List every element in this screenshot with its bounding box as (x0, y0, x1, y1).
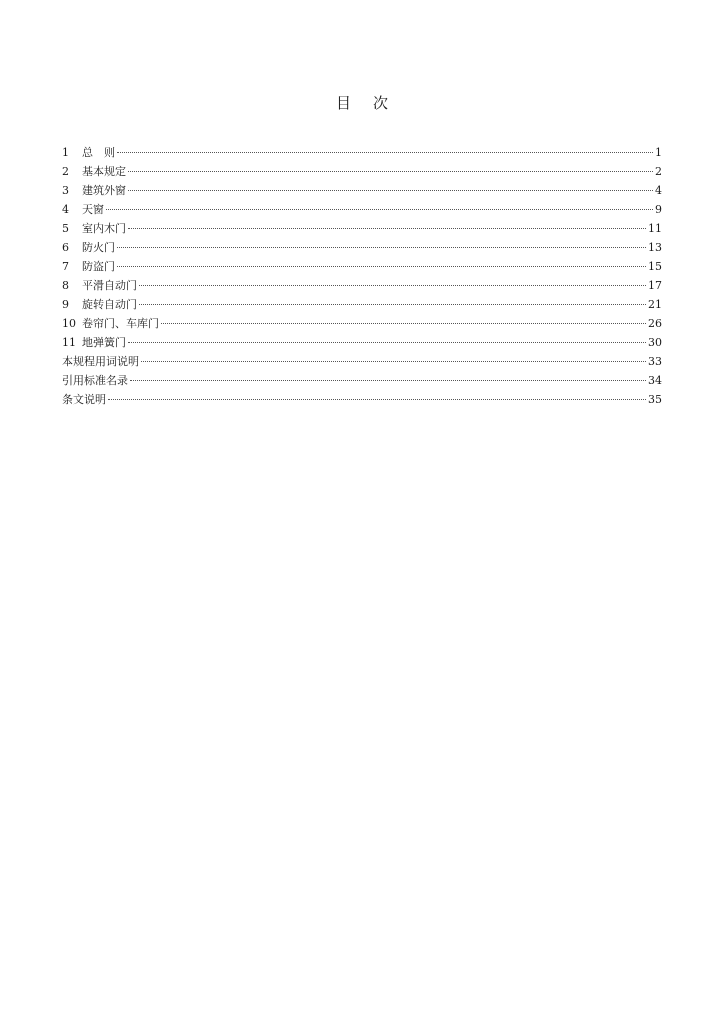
toc-entry-label: 建筑外窗 (82, 184, 126, 197)
toc-dot-leader (128, 342, 646, 343)
toc-entry-1[interactable] (62, 143, 662, 162)
toc-entry-page: 21 (648, 298, 662, 311)
toc-entry-3[interactable] (62, 181, 662, 200)
toc-entry-label: 总 则 (82, 146, 115, 159)
page-title-char-2: 次 (373, 94, 389, 112)
table-of-contents (62, 143, 662, 409)
toc-entry-page: 9 (655, 203, 662, 216)
toc-entry-label: 室内木门 (82, 222, 126, 235)
toc-entry-number: 5 (62, 222, 69, 235)
toc-entry-5[interactable] (62, 219, 662, 238)
toc-entry-11[interactable] (62, 333, 662, 352)
toc-entry-page: 26 (648, 317, 662, 330)
toc-dot-leader (139, 304, 646, 305)
toc-entry-page: 30 (648, 336, 662, 349)
toc-entry-number: 6 (62, 241, 69, 254)
toc-entry-number: 3 (62, 184, 69, 197)
toc-entry-label: 卷帘门、车库门 (82, 317, 159, 330)
toc-entry-page: 4 (655, 184, 662, 197)
toc-entry-label: 条文说明 (62, 393, 106, 406)
toc-entry-label: 旋转自动门 (82, 298, 137, 311)
toc-entry-number: 4 (62, 203, 69, 216)
toc-entry-label: 引用标准名录 (62, 374, 128, 387)
toc-entry-page: 1 (655, 146, 662, 159)
toc-entry-references[interactable] (62, 371, 662, 390)
toc-entry-8[interactable] (62, 276, 662, 295)
toc-entry-page: 2 (655, 165, 662, 178)
toc-entry-page: 35 (648, 393, 662, 406)
toc-entry-label: 地弹簧门 (82, 336, 126, 349)
page-title-char-1: 目 (335, 94, 351, 112)
toc-entry-label: 天窗 (82, 203, 104, 216)
toc-entry-number: 9 (62, 298, 69, 311)
toc-entry-4[interactable] (62, 200, 662, 219)
toc-dot-leader (128, 228, 646, 229)
toc-entry-7[interactable] (62, 257, 662, 276)
toc-dot-leader (106, 209, 653, 210)
toc-dot-leader (117, 247, 646, 248)
toc-entry-label: 本规程用词说明 (62, 355, 139, 368)
toc-entry-2[interactable] (62, 162, 662, 181)
toc-dot-leader (108, 399, 646, 400)
toc-entry-page: 17 (648, 279, 662, 292)
toc-entry-explanation[interactable] (62, 390, 662, 409)
toc-dot-leader (141, 361, 646, 362)
toc-dot-leader (117, 152, 653, 153)
toc-dot-leader (161, 323, 646, 324)
toc-entry-page: 34 (648, 374, 662, 387)
toc-entry-label: 基本规定 (82, 165, 126, 178)
toc-entry-10[interactable] (62, 314, 662, 333)
toc-entry-terms[interactable] (62, 352, 662, 371)
toc-entry-label: 平滑自动门 (82, 279, 137, 292)
toc-entry-number: 10 (62, 317, 76, 330)
toc-dot-leader (128, 190, 653, 191)
toc-entry-number: 2 (62, 165, 69, 178)
toc-entry-number: 11 (62, 336, 76, 349)
toc-dot-leader (139, 285, 646, 286)
toc-dot-leader (117, 266, 646, 267)
toc-dot-leader (128, 171, 653, 172)
toc-entry-label: 防火门 (82, 241, 115, 254)
toc-entry-6[interactable] (62, 238, 662, 257)
toc-entry-page: 13 (648, 241, 662, 254)
toc-dot-leader (130, 380, 646, 381)
toc-entry-page: 15 (648, 260, 662, 273)
toc-entry-number: 8 (62, 279, 69, 292)
page-title (0, 92, 724, 113)
toc-entry-number: 1 (62, 146, 69, 159)
toc-entry-page: 11 (648, 222, 662, 235)
toc-entry-9[interactable] (62, 295, 662, 314)
toc-entry-page: 33 (648, 355, 662, 368)
toc-entry-label: 防盗门 (82, 260, 115, 273)
toc-entry-number: 7 (62, 260, 69, 273)
